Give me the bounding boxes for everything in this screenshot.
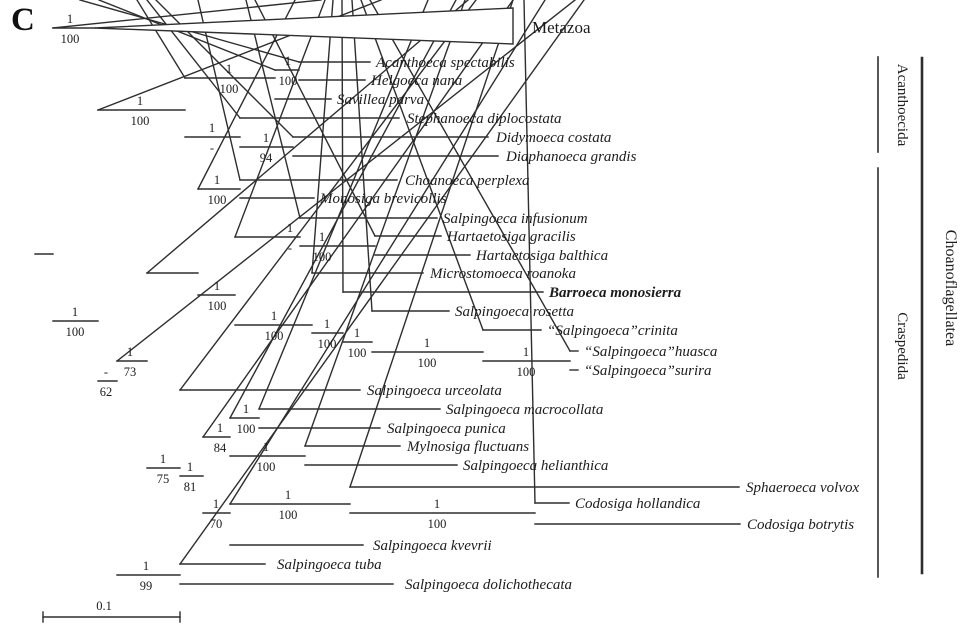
support-value-above: 1	[159, 452, 167, 466]
support-value-below: 100	[417, 356, 437, 370]
support-value-below: 100	[207, 193, 227, 207]
support-value-below: 100	[219, 82, 239, 96]
support-value-below: 100	[317, 337, 337, 351]
support-value-below: 100	[236, 422, 256, 436]
leaf-taxon-label: Sphaeroeca volvox	[746, 480, 860, 496]
support-value-below: 100	[347, 346, 367, 360]
leaf-taxon-label: Savillea parva	[337, 92, 425, 108]
leaf-taxon-label: Salpingoeca tuba	[277, 557, 382, 573]
support-value-below: 75	[156, 472, 170, 486]
support-value-below: 73	[123, 365, 137, 379]
support-value-below: 99	[139, 579, 153, 593]
support-value-below: -	[209, 141, 215, 155]
leaf-taxon-label: “Salpingoeca”huasca	[584, 344, 718, 360]
support-value-below: 100	[65, 325, 85, 339]
group-bracket-label: Choanoflagellatea	[942, 229, 959, 347]
undefined	[147, 0, 240, 118]
leaf-taxon-label: Salpingoeca helianthica	[463, 458, 609, 474]
leaf-taxon-label: Salpingoeca kvevrii	[373, 538, 492, 554]
support-value-above: 1	[284, 488, 292, 502]
support-value-below: 70	[209, 517, 223, 531]
support-value-below: -	[287, 241, 293, 255]
support-value-below: 62	[99, 385, 113, 399]
support-value-above: 1	[186, 460, 194, 474]
leaf-taxon-label: Stephanoeca diplocostata	[407, 111, 562, 127]
support-value-above: 1	[522, 345, 530, 359]
support-value-below: 100	[60, 32, 80, 46]
leaf-taxon-label: Hartaetosiga gracilis	[447, 229, 576, 245]
support-value-below: 94	[259, 151, 273, 165]
support-value-above: 1	[213, 173, 221, 187]
support-value-above: 1	[71, 305, 79, 319]
group-bracket-label: Acanthoecida	[894, 63, 910, 147]
support-value-below: 100	[427, 517, 447, 531]
support-value-above: 1	[284, 54, 292, 68]
support-value-above: 1	[323, 317, 331, 331]
leaf-taxon-label: Didymoeca costata	[496, 130, 612, 146]
support-value-below: 100	[278, 508, 298, 522]
leaf-taxon-label: Codosiga botrytis	[747, 517, 855, 533]
support-value-above: -	[103, 365, 109, 379]
leaf-taxon-label: Barroeca monosierra	[549, 285, 682, 301]
undefined	[342, 0, 343, 292]
leaf-taxon-label: Salpingoeca rosetta	[455, 304, 575, 320]
support-value-below: 100	[130, 114, 150, 128]
support-value-above: 1	[213, 279, 221, 293]
support-value-below: 100	[264, 329, 284, 343]
support-value-above: 1	[353, 326, 361, 340]
collapsed-clade-label: Metazoa	[532, 18, 591, 37]
support-value-above: 1	[216, 421, 224, 435]
leaf-taxon-label: “Salpingoeca”crinita	[547, 323, 678, 339]
panel-label: C	[11, 2, 35, 38]
leaf-taxon-label: Microstomoeca roanoka	[430, 266, 576, 282]
leaf-taxon-label: Helgoeca nana	[371, 73, 463, 89]
support-value-above: 1	[66, 12, 74, 26]
leaf-taxon-label: Codosiga hollandica	[575, 496, 701, 512]
scale-bar-label: 0.1	[96, 599, 112, 613]
support-value-below: 100	[256, 460, 276, 474]
leaf-taxon-label: Salpingoeca urceolata	[367, 383, 502, 399]
leaf-taxon-label: “Salpingoeca”surira	[584, 363, 712, 379]
support-value-below: 100	[207, 299, 227, 313]
support-value-above: 1	[262, 440, 270, 454]
support-value-above: 1	[270, 309, 278, 323]
support-value-below: 81	[183, 480, 197, 494]
support-value-above: 1	[262, 131, 270, 145]
support-value-below: 100	[278, 74, 298, 88]
support-value-above: 1	[433, 497, 441, 511]
support-value-below: 100	[312, 250, 332, 264]
support-value-below: 84	[213, 441, 227, 455]
support-value-above: 1	[126, 345, 134, 359]
leaf-taxon-label: Acanthoeca spectabilis	[376, 55, 515, 71]
leaf-taxon-label: Diaphanoeca grandis	[506, 149, 637, 165]
leaf-taxon-label: Monosiga brevicollis	[320, 191, 447, 207]
group-bracket-label: Craspedida	[894, 312, 910, 380]
support-value-above: 1	[423, 336, 431, 350]
leaf-taxon-label: Salpingoeca punica	[387, 421, 506, 437]
leaf-taxon-label: Hartaetosiga balthica	[476, 248, 609, 264]
support-value-above: 1	[142, 559, 150, 573]
support-value-above: 1	[208, 121, 216, 135]
leaf-taxon-label: Salpingoeca infusionum	[443, 211, 588, 227]
support-value-above: 1	[136, 94, 144, 108]
support-value-above: 1	[318, 230, 326, 244]
leaf-taxon-label: Salpingoeca macrocollata	[446, 402, 604, 418]
support-value-below: 100	[516, 365, 536, 379]
leaf-taxon-label: Mylnosiga fluctuans	[407, 439, 530, 455]
support-value-above: 1	[225, 62, 233, 76]
support-value-above: 1	[242, 402, 250, 416]
support-value-above: 1	[286, 221, 294, 235]
leaf-taxon-label: Salpingoeca dolichothecata	[405, 577, 573, 593]
support-value-above: 1	[212, 497, 220, 511]
leaf-taxon-label: Choanoeca perplexa	[405, 173, 530, 189]
